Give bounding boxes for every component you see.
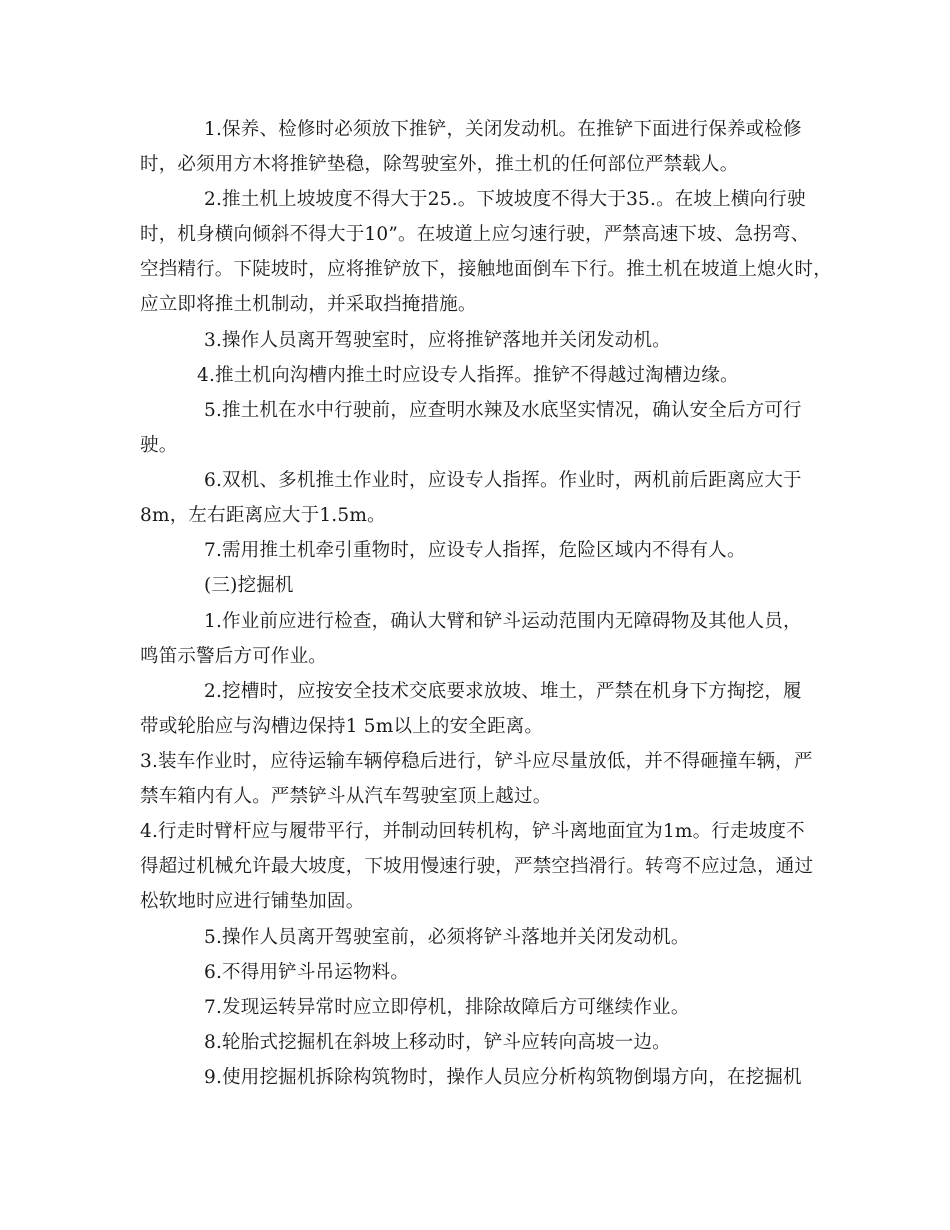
text-line: 驶。 <box>140 435 178 456</box>
text-line: 7.需用推土机牵引重物时，应设专人指挥，危险区域内不得有人。 <box>204 540 746 561</box>
text-line: 时，机身横向倾斜不得大于10”。在坡道上应匀速行驶，严禁高速下坡、急拐弯、 <box>140 224 810 245</box>
text-line: 带或轮胎应与沟槽边保持1 5m以上的安全距离。 <box>140 716 544 737</box>
text-line: 5.操作人员离开驾驶室前，必须将铲斗落地并关闭发动机。 <box>204 927 690 948</box>
text-line: 2.推土机上坡坡度不得大于25.。下坡坡度不得大于35.。在坡上横向行驶 <box>204 189 806 210</box>
text-line: 空挡精行。下陡坡时，应将推铲放下，接触地面倒车下行。推土机在坡道上熄火时， <box>140 259 832 280</box>
text-line: 8.轮胎式挖掘机在斜坡上移动时，铲斗应转向高坡一边。 <box>204 1032 671 1053</box>
text-line: 6.不得用铲斗吊运物料。 <box>204 962 410 983</box>
text-line: 6.双机、多机推土作业时，应设专人指挥。作业时，两机前后距离应大于 <box>204 470 802 491</box>
text-line: 1.保养、检修时必须放下推铲，关闭发动机。在推铲下面进行保养或检修 <box>204 119 802 140</box>
text-line: 9.使用挖掘机拆除构筑物时，操作人员应分析构筑物倒塌方向，在挖掘机 <box>204 1067 802 1088</box>
section-heading: (三)挖掘机 <box>204 575 294 596</box>
text-line: 时，必须用方木将推铲垫稳，除驾驶室外，推土机的任何部位严禁载人。 <box>140 154 739 175</box>
text-line: 2.挖槽时，应按安全技术交底要求放坡、堆土，严禁在机身下方掏挖，履 <box>204 681 802 702</box>
text-line: 得超过机械允许最大坡度，下坡用慢速行驶，严禁空挡滑行。转弯不应过急，通过 <box>140 856 814 877</box>
text-line: 禁车箱内有人。严禁铲斗从汽车驾驶室顶上越过。 <box>140 786 552 807</box>
text-line: 松软地时应进行铺垫加固。 <box>140 891 365 912</box>
text-line: 5.推土机在水中行驶前，应查明水辣及水底坚实情况，确认安全后方可行 <box>204 400 802 421</box>
text-line: 8m，左右距离应大于1.5m。 <box>140 505 386 526</box>
text-line: 应立即将推土机制动，并采取挡掩措施。 <box>140 294 477 315</box>
text-line: 4.推土机向沟槽内推土时应设专人指挥。推铲不得越过淘槽边缘。 <box>197 365 739 386</box>
text-line: 4.行走时臂杆应与履带平行，并制动回转机构，铲斗离地面宜为1m。行走坡度不 <box>140 821 805 842</box>
text-line: 7.发现运转异常时应立即停机，排除故障后方可继续作业。 <box>204 997 690 1018</box>
text-line: 3.操作人员离开驾驶室时，应将推铲落地并关闭发动机。 <box>204 330 671 351</box>
text-line: 3.装车作业时，应待运输车辆停稳后进行，铲斗应尽量放低，并不得砸撞车辆，严 <box>140 751 813 772</box>
text-line: 1.作业前应进行检查，确认大臂和铲斗运动范围内无障碍物及其他人员， <box>204 611 802 632</box>
text-line: 鸣笛示警后方可作业。 <box>140 646 328 667</box>
